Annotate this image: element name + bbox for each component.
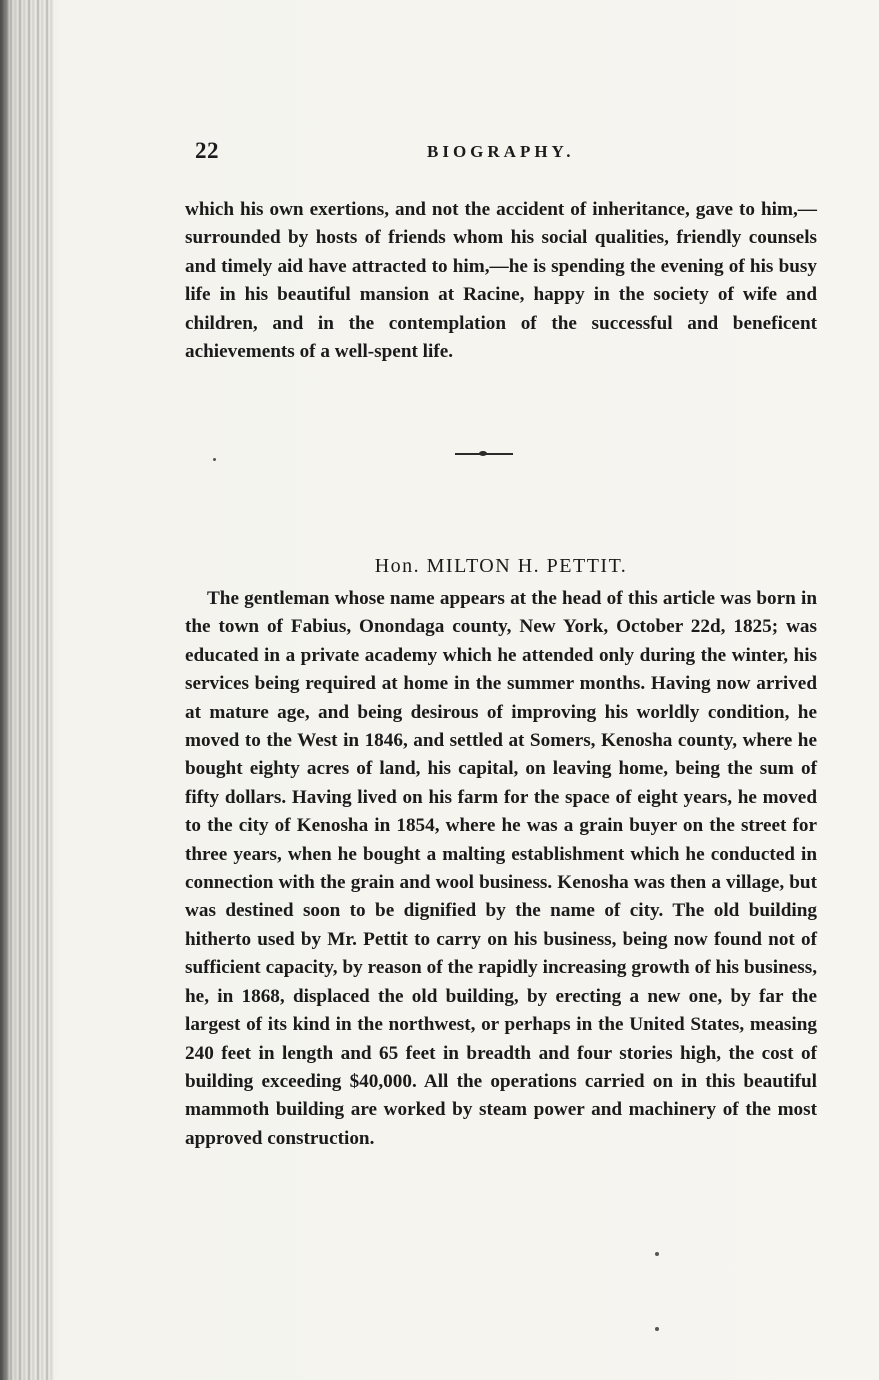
section-divider-ornament [455, 453, 513, 455]
book-binding-edge [0, 0, 10, 1380]
paper-speck [213, 458, 216, 461]
article-title: Hon. MILTON H. PETTIT. [374, 554, 628, 577]
page-header [187, 138, 817, 172]
article-body-paragraph: The gentleman whose name appears at the head of this article was born in the town of Fabius, Onondaga county, New York, October 22d, 1825; was educated in a private academy which he attended only during the winter, his services being required at home in the summer months. Having now arrived at mature age, and being desirous of improving his worldly condition, he moved to the West in 1846, and settled at Somers, Kenosha county, where he bought eighty acres of land, his capital, on leaving home, being the sum of fifty dollars. Having lived on his farm for the space of eight years, he moved to the city of Kenosha in 1854, where he was a grain buyer on the street for three years, when he bought a malting establishment which he conducted in connection with the grain and wool business. Kenosha was then a village, but was destined soon to be dignified by the name of city. The old building hitherto used by Mr. Pettit to carry on his business, being now found not of sufficient capacity, by reason of the rapidly increasing growth of his business, he, in 1868, displaced the old building, by erecting a new one, by far the largest of its kind in the northwest, or perhaps in the United States, measing 240 feet in length and 65 feet in breadth and four stories high, the cost of building exceeding $40,000. All the operations carried on in this beautiful mammoth building are worked by steam power and machinery of the most approved construction. [185, 588, 817, 1149]
paper-speck [655, 1327, 659, 1331]
continuation-paragraph: which his own exertions, and not the accident of inheritance, gave to him,—surrounded by hosts of friends whom his social qualities, friendly counsels and timely aid have attracted to him,—he is spending the evening of his busy life in his beautiful mansion at Racine, happy in the society of wife and children, and in the contemplation of the successful and beneficent achievements of a well-spent life. [185, 199, 817, 363]
page-number: 22 [195, 138, 219, 163]
paper-speck [655, 1252, 659, 1256]
running-head: BIOGRAPHY. [427, 142, 575, 161]
